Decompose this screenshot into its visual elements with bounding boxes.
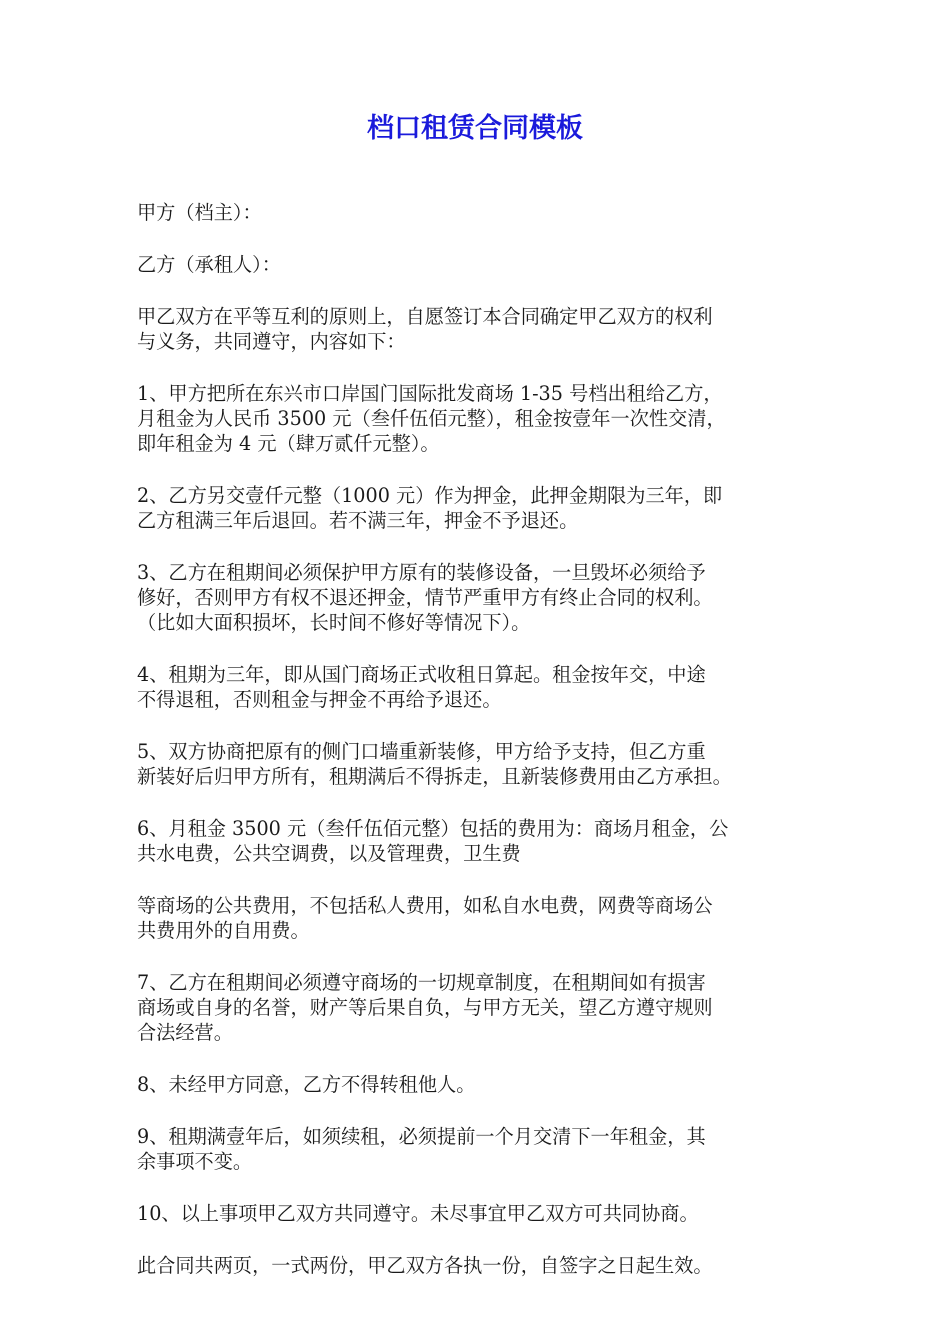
paragraph-line: 5、双方协商把原有的侧门口墙重新装修，甲方给予支持，但乙方重 bbox=[137, 740, 706, 763]
paragraph-line: 甲乙双方在平等互利的原则上，自愿签订本合同确定甲乙双方的权利 bbox=[137, 305, 713, 328]
document-title: 档口租赁合同模板 bbox=[367, 113, 583, 144]
contract-paragraph bbox=[137, 662, 837, 712]
paragraph-line: 甲方（档主）： bbox=[137, 201, 262, 224]
paragraph-line: 9、租期满壹年后，如须续租，必须提前一个月交清下一年租金，其 bbox=[137, 1125, 706, 1148]
paragraph-line: 余事项不变。 bbox=[137, 1150, 253, 1173]
contract-paragraph bbox=[137, 1253, 837, 1278]
contract-paragraph bbox=[137, 1072, 837, 1097]
paragraph-line: 共费用外的自用费。 bbox=[137, 919, 310, 942]
contract-paragraph bbox=[137, 1124, 837, 1174]
contract-paragraph bbox=[137, 304, 837, 354]
paragraph-line: 与义务，共同遵守，内容如下： bbox=[137, 330, 406, 353]
paragraph-line: 乙方租满三年后退回。若不满三年，押金不予退还。 bbox=[137, 509, 579, 532]
paragraph-line: 合法经营。 bbox=[137, 1021, 233, 1044]
contract-paragraph bbox=[137, 560, 837, 635]
contract-paragraph bbox=[137, 381, 837, 456]
paragraph-line: 乙方（承租人）： bbox=[137, 253, 281, 276]
contract-paragraph bbox=[137, 816, 837, 866]
paragraph-line: 6、月租金 3500 元（叁仟伍佰元整）包括的费用为：商场月租金，公 bbox=[137, 817, 729, 840]
contract-paragraph bbox=[137, 739, 837, 789]
paragraph-line: 新装好后归甲方所有，租期满后不得拆走，且新装修费用由乙方承担。 bbox=[137, 765, 732, 788]
contract-paragraph bbox=[137, 483, 837, 533]
paragraph-line: 4、租期为三年，即从国门商场正式收租日算起。租金按年交，中途 bbox=[137, 663, 706, 686]
contract-paragraph bbox=[137, 1201, 837, 1226]
contract-paragraph bbox=[137, 252, 837, 277]
paragraph-line: 1、甲方把所在东兴市口岸国门国际批发商场 1-35 号档出租给乙方， bbox=[137, 382, 723, 405]
paragraph-line: 10、以上事项甲乙双方共同遵守。未尽事宜甲乙双方可共同协商。 bbox=[137, 1202, 699, 1225]
contract-paragraph bbox=[137, 200, 837, 225]
paragraph-line: 等商场的公共费用，不包括私人费用，如私自水电费，网费等商场公 bbox=[137, 894, 713, 917]
paragraph-line: 此合同共两页，一式两份，甲乙双方各执一份，自签字之日起生效。 bbox=[137, 1254, 713, 1277]
paragraph-line: 商场或自身的名誉，财产等后果自负，与甲方无关，望乙方遵守规则 bbox=[137, 996, 713, 1019]
paragraph-line: 共水电费，公共空调费，以及管理费，卫生费 bbox=[137, 842, 521, 865]
contract-paragraph bbox=[137, 893, 837, 943]
paragraph-line: 不得退租，否则租金与押金不再给予退还。 bbox=[137, 688, 502, 711]
document-body bbox=[137, 200, 837, 1305]
paragraph-line: （比如大面积损坏，长时间不修好等情况下）。 bbox=[137, 611, 531, 634]
contract-paragraph bbox=[137, 970, 837, 1045]
paragraph-line: 2、乙方另交壹仟元整（1000 元）作为押金，此押金期限为三年，即 bbox=[137, 484, 723, 507]
paragraph-line: 8、未经甲方同意，乙方不得转租他人。 bbox=[137, 1073, 476, 1096]
paragraph-line: 即年租金为 4 元（肆万贰仟元整）。 bbox=[137, 432, 440, 455]
paragraph-line: 月租金为人民币 3500 元（叁仟伍佰元整），租金按壹年一次性交清， bbox=[137, 407, 726, 430]
paragraph-line: 3、乙方在租期间必须保护甲方原有的装修设备，一旦毁坏必须给予 bbox=[137, 561, 706, 584]
paragraph-line: 修好，否则甲方有权不退还押金，情节严重甲方有终止合同的权利。 bbox=[137, 586, 713, 609]
paragraph-line: 7、乙方在租期间必须遵守商场的一切规章制度，在租期间如有损害 bbox=[137, 971, 706, 994]
